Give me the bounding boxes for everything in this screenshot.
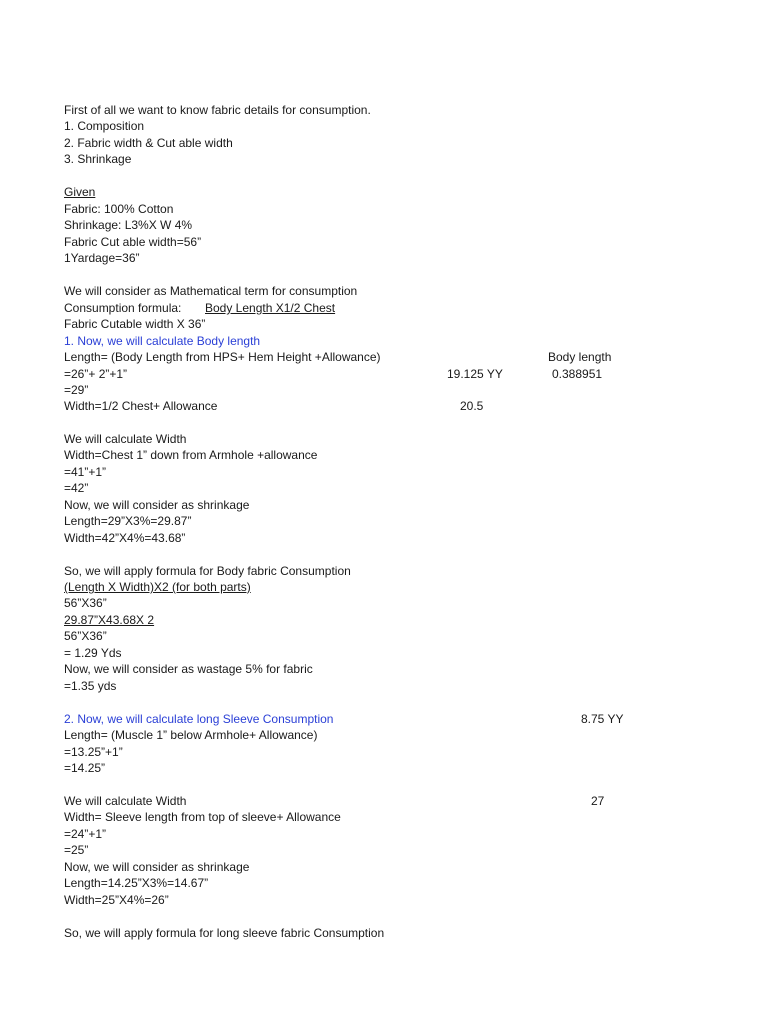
sleeve-shrink-width: Width=25”X4%=26”: [64, 893, 169, 907]
body-length-result: =29”: [64, 383, 89, 397]
formula-intro: We will consider as Mathematical term for consumption: [64, 284, 358, 298]
sleeve-length-label: Length= (Muscle 1” below Armhole+ Allowance): [64, 728, 318, 742]
sleeve-width-value: 27: [591, 794, 605, 808]
body-apply-denominator-1: 56”X36”: [64, 596, 107, 610]
body-width-result: =42”: [64, 481, 89, 495]
given-cut-width: Fabric Cut able width=56”: [64, 235, 202, 249]
body-width-value: 20.5: [460, 399, 484, 413]
body-width-def: Width=Chest 1” down from Armhole +allowance: [64, 448, 318, 462]
body-apply-formula: (Length X Width)X2 (for both parts): [64, 580, 251, 594]
sleeve-section-heading: 2. Now, we will calculate long Sleeve Consumption: [64, 712, 334, 726]
intro-item-width: 2. Fabric width & Cut able width: [64, 136, 233, 150]
body-length-label: Length= (Body Length from HPS+ Hem Height +Allowance): [64, 350, 381, 364]
body-yy-value: 19.125 YY: [447, 367, 503, 381]
body-width-heading: We will calculate Width: [64, 432, 187, 446]
sleeve-shrink-heading: Now, we will consider as shrinkage: [64, 860, 250, 874]
given-yardage: 1Yardage=36”: [64, 251, 140, 265]
sleeve-width-heading: We will calculate Width: [64, 794, 187, 808]
sleeve-apply-heading: So, we will apply formula for long sleeve fabric Consumption: [64, 926, 385, 940]
given-shrinkage: Shrinkage: L3%X W 4%: [64, 218, 193, 232]
sleeve-width-def: Width= Sleeve length from top of sleeve+ Allowance: [64, 810, 341, 824]
body-shrink-length: Length=29”X3%=29.87”: [64, 514, 192, 528]
body-final-result: =1.35 yds: [64, 679, 117, 693]
body-length-side-label: Body length: [548, 350, 612, 364]
sleeve-yy-value: 8.75 YY: [581, 712, 624, 726]
body-length-value: 0.388951: [552, 367, 603, 381]
body-width-calc: =41”+1”: [64, 465, 107, 479]
intro-heading: First of all we want to know fabric details for consumption.: [64, 103, 371, 117]
given-title: Given: [64, 185, 96, 199]
sleeve-length-result: =14.25”: [64, 761, 106, 775]
formula-denominator: Fabric Cutable width X 36”: [64, 317, 206, 331]
body-apply-values: 29.87”X43.68X 2: [64, 613, 155, 627]
sleeve-width-result: =25”: [64, 843, 89, 857]
intro-item-composition: 1. Composition: [64, 119, 145, 133]
body-length-calc: =26”+ 2”+1”: [64, 367, 128, 381]
sleeve-width-calc: =24”+1”: [64, 827, 107, 841]
body-shrink-heading: Now, we will consider as shrinkage: [64, 498, 250, 512]
body-shrink-width: Width=42”X4%=43.68”: [64, 531, 186, 545]
formula-numerator: Body Length X1/2 Chest: [205, 301, 336, 315]
formula-label: Consumption formula:: [64, 301, 182, 315]
given-fabric: Fabric: 100% Cotton: [64, 202, 174, 216]
body-result: = 1.29 Yds: [64, 646, 122, 660]
body-apply-denominator-2: 56”X36”: [64, 629, 107, 643]
intro-item-shrinkage: 3. Shrinkage: [64, 152, 132, 166]
body-apply-heading: So, we will apply formula for Body fabric Consumption: [64, 564, 351, 578]
body-width-label: Width=1/2 Chest+ Allowance: [64, 399, 218, 413]
body-wastage-heading: Now, we will consider as wastage 5% for fabric: [64, 662, 313, 676]
sleeve-length-calc: =13.25”+1”: [64, 745, 123, 759]
body-section-heading: 1. Now, we will calculate Body length: [64, 334, 261, 348]
sleeve-shrink-length: Length=14.25”X3%=14.67”: [64, 876, 209, 890]
